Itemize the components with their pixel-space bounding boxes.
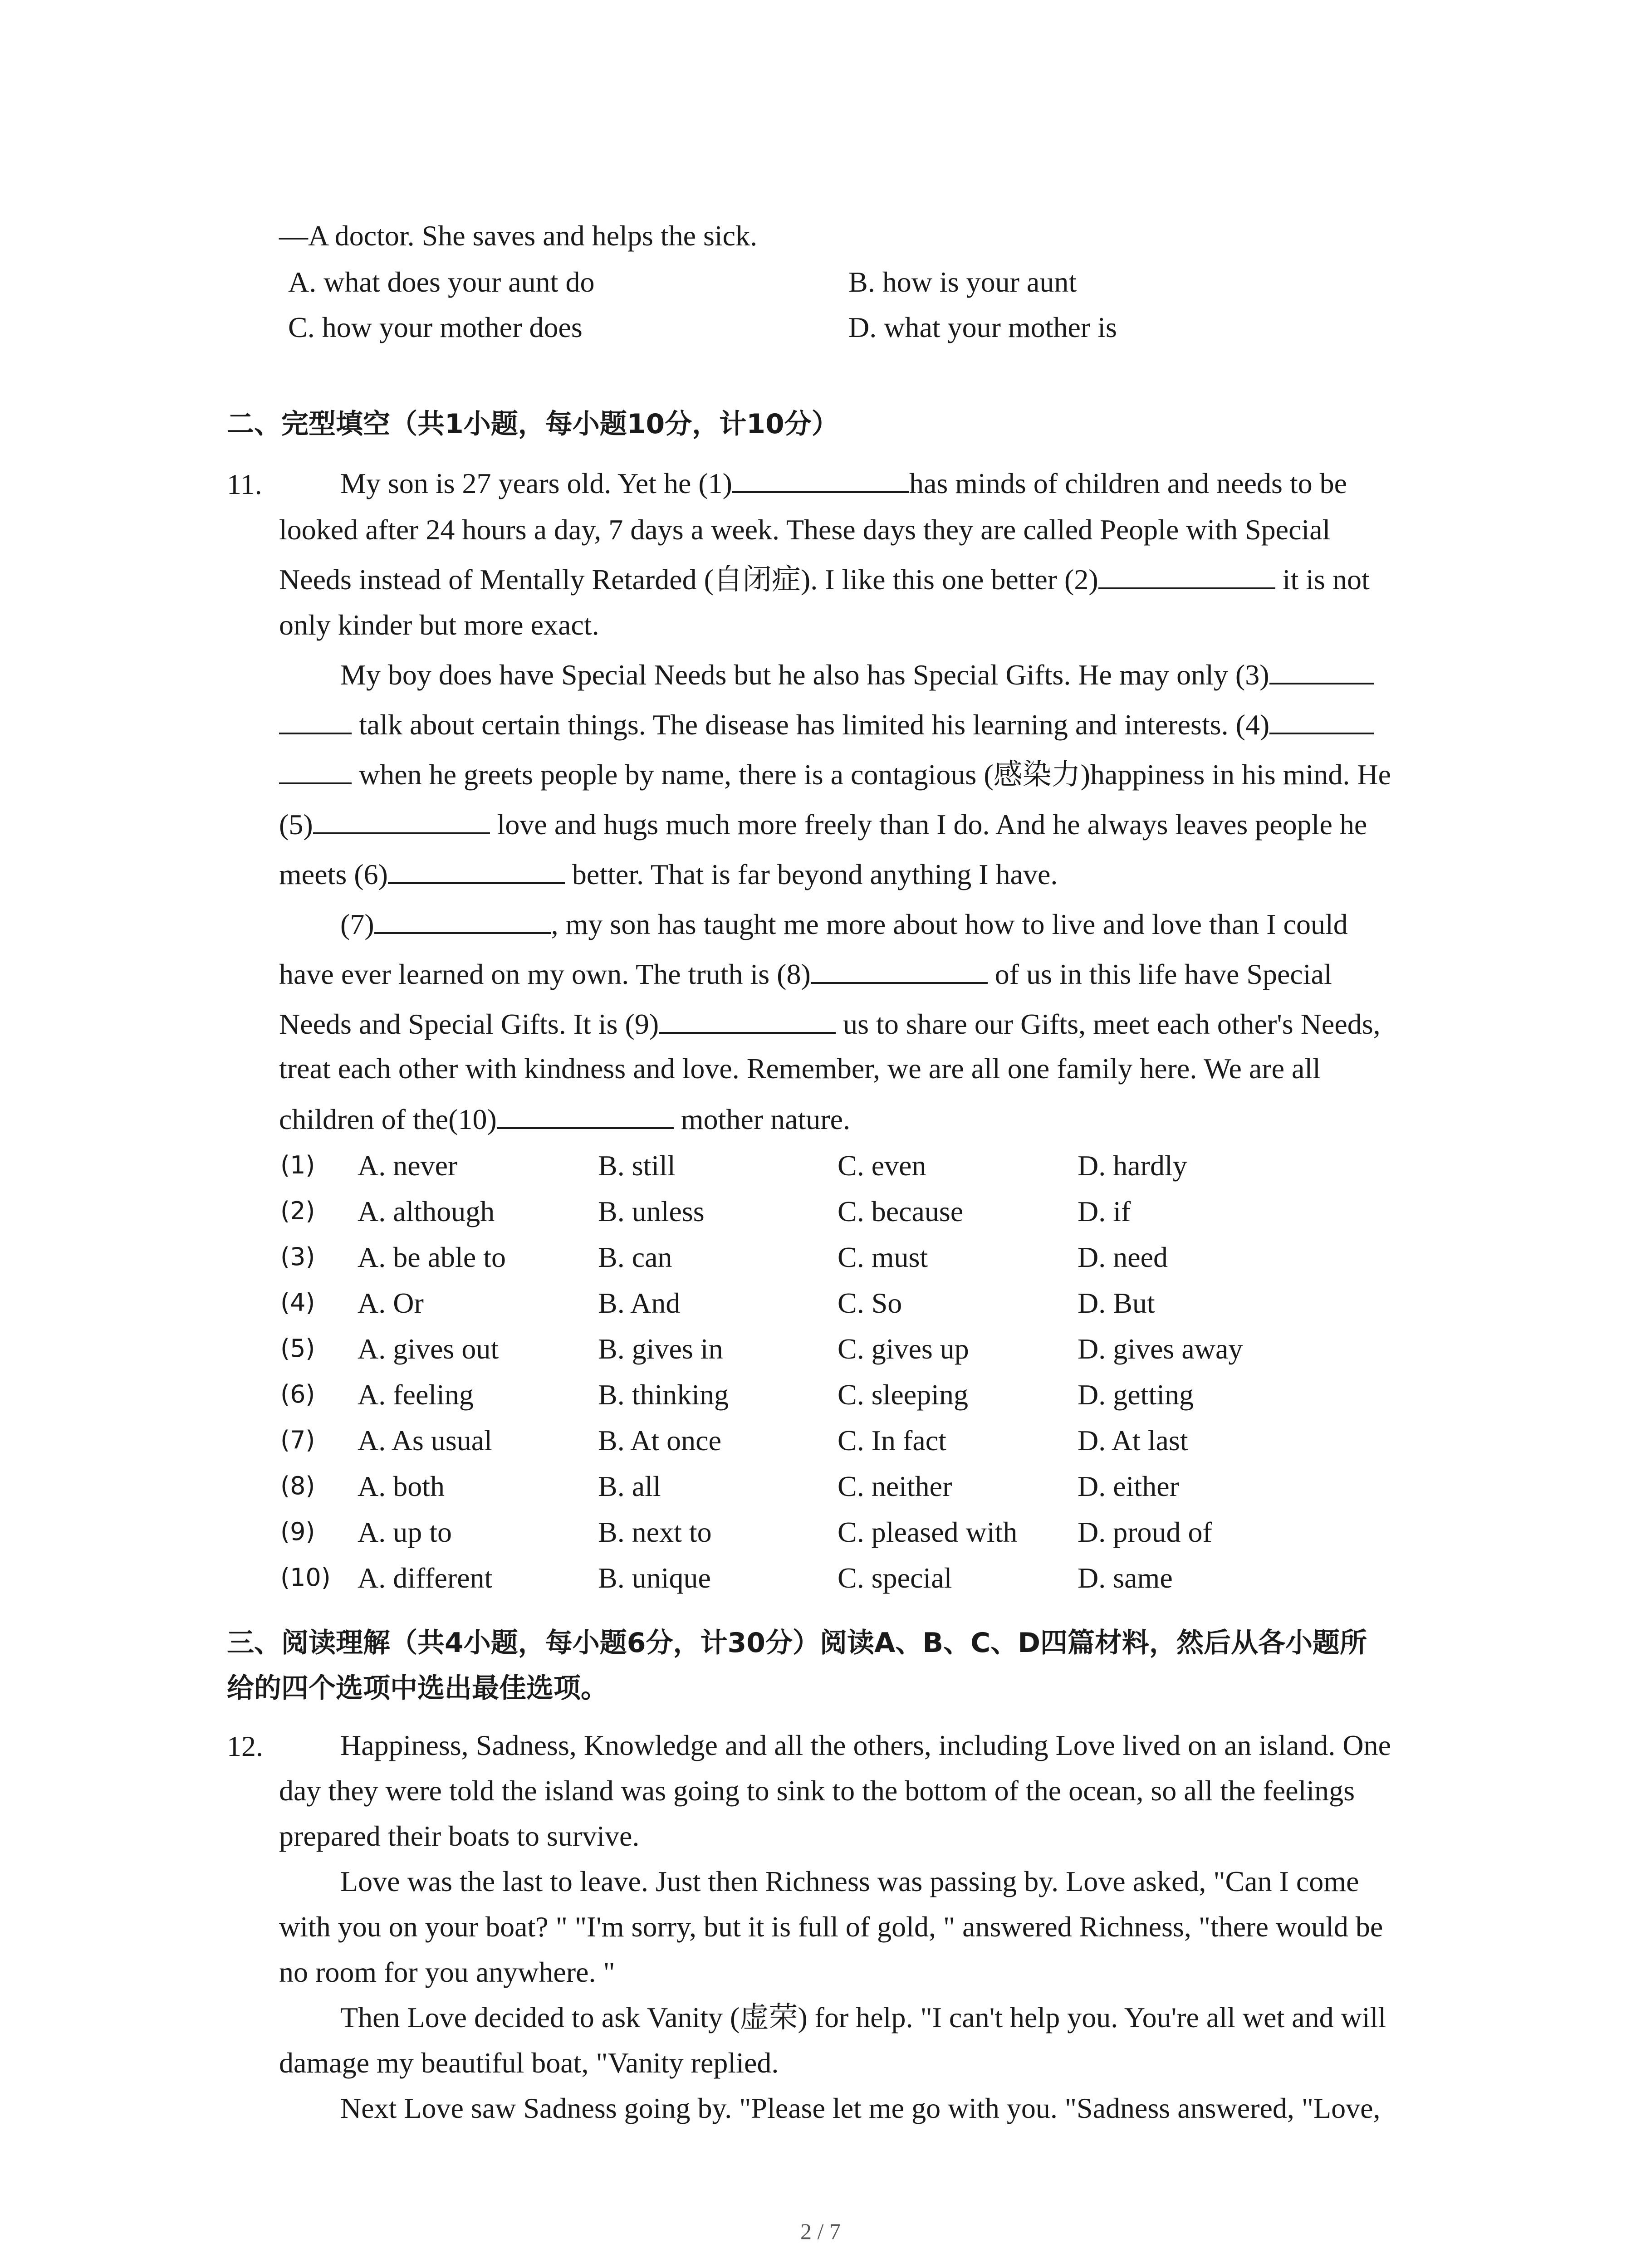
section-heading: 给的四个选项中选出最佳选项。 (227, 1672, 608, 1704)
option-c: C. must (838, 1241, 928, 1273)
passage-line: Love was the last to leave. Just then Richness was passing by. Love asked, "Can I come (340, 1865, 1359, 1897)
passage-line: Then Love decided to ask Vanity (虚荣) for help. "I can't help you. You're all wet and will (340, 2001, 1386, 2033)
blank-7 (374, 909, 551, 934)
option-b: B. thinking (598, 1378, 729, 1411)
blank-3-cont (279, 710, 352, 734)
passage-line: no room for you anywhere. " (279, 1956, 615, 1988)
passage-line: children of the(10) mother nature. (279, 1103, 850, 1135)
option-c: C. So (838, 1287, 902, 1319)
passage-line: damage my beautiful boat, "Vanity replied. (279, 2047, 779, 2079)
section-heading: 三、阅读理解（共4小题，每小题6分，计30分）阅读A、B、C、D四篇材料，然后从各小题所 (227, 1627, 1367, 1659)
option-c: C. sleeping (838, 1378, 968, 1411)
option-d: D. But (1078, 1287, 1155, 1319)
passage-line: with you on your boat? " "I'm sorry, but it is full of gold, " answered Richness, "there would be (279, 1911, 1383, 1943)
passage-line: (7) , my son has taught me more about how to live and love than I could (340, 908, 1348, 940)
option-d: D. hardly (1078, 1149, 1187, 1182)
passage-line: only kinder but more exact. (279, 609, 599, 641)
option-a: A. never (358, 1149, 458, 1182)
passage-line: Next Love saw Sadness going by. "Please let me go with you. "Sadness answered, "Love, (340, 2092, 1381, 2124)
option-b: B. unique (598, 1562, 711, 1594)
blank-9 (659, 1009, 836, 1034)
option-a: A. Or (358, 1287, 424, 1319)
option-b: B. can (598, 1241, 672, 1273)
blank-2 (1098, 565, 1275, 589)
option-c: C. even (838, 1149, 926, 1182)
option-c: C. special (838, 1562, 952, 1594)
option-d: D. At last (1078, 1424, 1188, 1457)
option-d: D. proud of (1078, 1516, 1212, 1548)
option-d: D. gives away (1078, 1333, 1243, 1365)
passage-line: day they were told the island was going to sink to the bottom of the ocean, so all the feelings (279, 1774, 1355, 1807)
passage-line: My boy does have Special Needs but he also has Special Gifts. He may only (3) (279, 650, 1468, 700)
blank-6 (388, 860, 565, 884)
passage-line: meets (6) better. That is far beyond anything I have. (279, 858, 1058, 890)
blank-4-cont (279, 760, 352, 784)
option-d: D. getting (1078, 1378, 1194, 1411)
blank-3 (1269, 660, 1374, 684)
passage-line: Needs instead of Mentally Retarded (自闭症). I like this one better (2) it is not (279, 563, 1370, 596)
passage-line: Happiness, Sadness, Knowledge and all the others, including Love lived on an island. One (340, 1729, 1391, 1761)
option-c: C. In fact (838, 1424, 946, 1457)
option-b: B. still (598, 1149, 676, 1182)
passage-line: when he greets people by name, there is a contagious (感染力)happiness in his mind. He (279, 749, 1468, 800)
option-b: B. all (598, 1470, 661, 1502)
answer-line: —A doctor. She saves and helps the sick. (279, 220, 758, 252)
passage-line: treat each other with kindness and love. Remember, we are all one family here. We are all (279, 1052, 1321, 1085)
option-d: D. same (1078, 1562, 1173, 1594)
option-a: A. gives out (358, 1333, 499, 1365)
option-row-number: (2) (280, 1197, 315, 1225)
option-d: D. what your mother is (848, 311, 1117, 343)
option-b: B. At once (598, 1424, 721, 1457)
blank-1 (732, 469, 909, 493)
option-c: C. because (838, 1195, 964, 1227)
option-d: D. either (1078, 1470, 1179, 1502)
passage-line: (5) love and hugs much more freely than I do. And he always leaves people he (279, 808, 1367, 841)
option-a: A. be able to (358, 1241, 506, 1273)
passage-line: have ever learned on my own. The truth is (8) of us in this life have Special (279, 958, 1332, 990)
option-row-number: (5) (280, 1334, 315, 1363)
option-b: B. And (598, 1287, 681, 1319)
blank-5 (313, 810, 490, 834)
option-c: C. pleased with (838, 1516, 1018, 1548)
option-b: B. unless (598, 1195, 705, 1227)
passage-line: My son is 27 years old. Yet he (1) has minds of children and needs to be (340, 467, 1347, 499)
option-a: A. up to (358, 1516, 452, 1548)
question-number: 12. (227, 1730, 263, 1762)
option-a: A. As usual (358, 1424, 492, 1457)
option-c: C. how your mother does (288, 311, 583, 343)
blank-8 (811, 959, 988, 984)
option-row-number: (10) (280, 1563, 331, 1592)
option-row-number: (4) (280, 1288, 315, 1317)
option-b: B. next to (598, 1516, 712, 1548)
option-a: A. both (358, 1470, 445, 1502)
passage-line: prepared their boats to survive. (279, 1820, 640, 1852)
passage-line: talk about certain things. The disease has limited his learning and interests. (4) (279, 699, 1468, 750)
option-row-number: (6) (280, 1380, 315, 1408)
option-row-number: (9) (280, 1517, 315, 1546)
option-d: D. need (1078, 1241, 1168, 1273)
option-b: B. gives in (598, 1333, 723, 1365)
option-b: B. how is your aunt (848, 266, 1077, 298)
question-number: 11. (227, 468, 262, 500)
option-row-number: (1) (280, 1151, 315, 1179)
passage-line: Needs and Special Gifts. It is (9) us to share our Gifts, meet each other's Needs, (279, 1008, 1381, 1040)
page-number: 2 / 7 (800, 2219, 841, 2244)
section-heading: 二、完型填空（共1小题，每小题10分，计10分） (227, 408, 839, 440)
option-d: D. if (1078, 1195, 1131, 1227)
option-row-number: (8) (280, 1471, 315, 1500)
blank-10 (497, 1105, 674, 1129)
option-c: C. gives up (838, 1333, 969, 1365)
option-a: A. different (358, 1562, 493, 1594)
option-a: A. what does your aunt do (288, 266, 595, 298)
passage-line: looked after 24 hours a day, 7 days a week. These days they are called People with Special (279, 513, 1331, 546)
option-a: A. feeling (358, 1378, 474, 1411)
blank-4 (1269, 710, 1374, 734)
option-c: C. neither (838, 1470, 952, 1502)
option-row-number: (3) (280, 1242, 315, 1271)
option-row-number: (7) (280, 1426, 315, 1454)
option-a: A. although (358, 1195, 495, 1227)
